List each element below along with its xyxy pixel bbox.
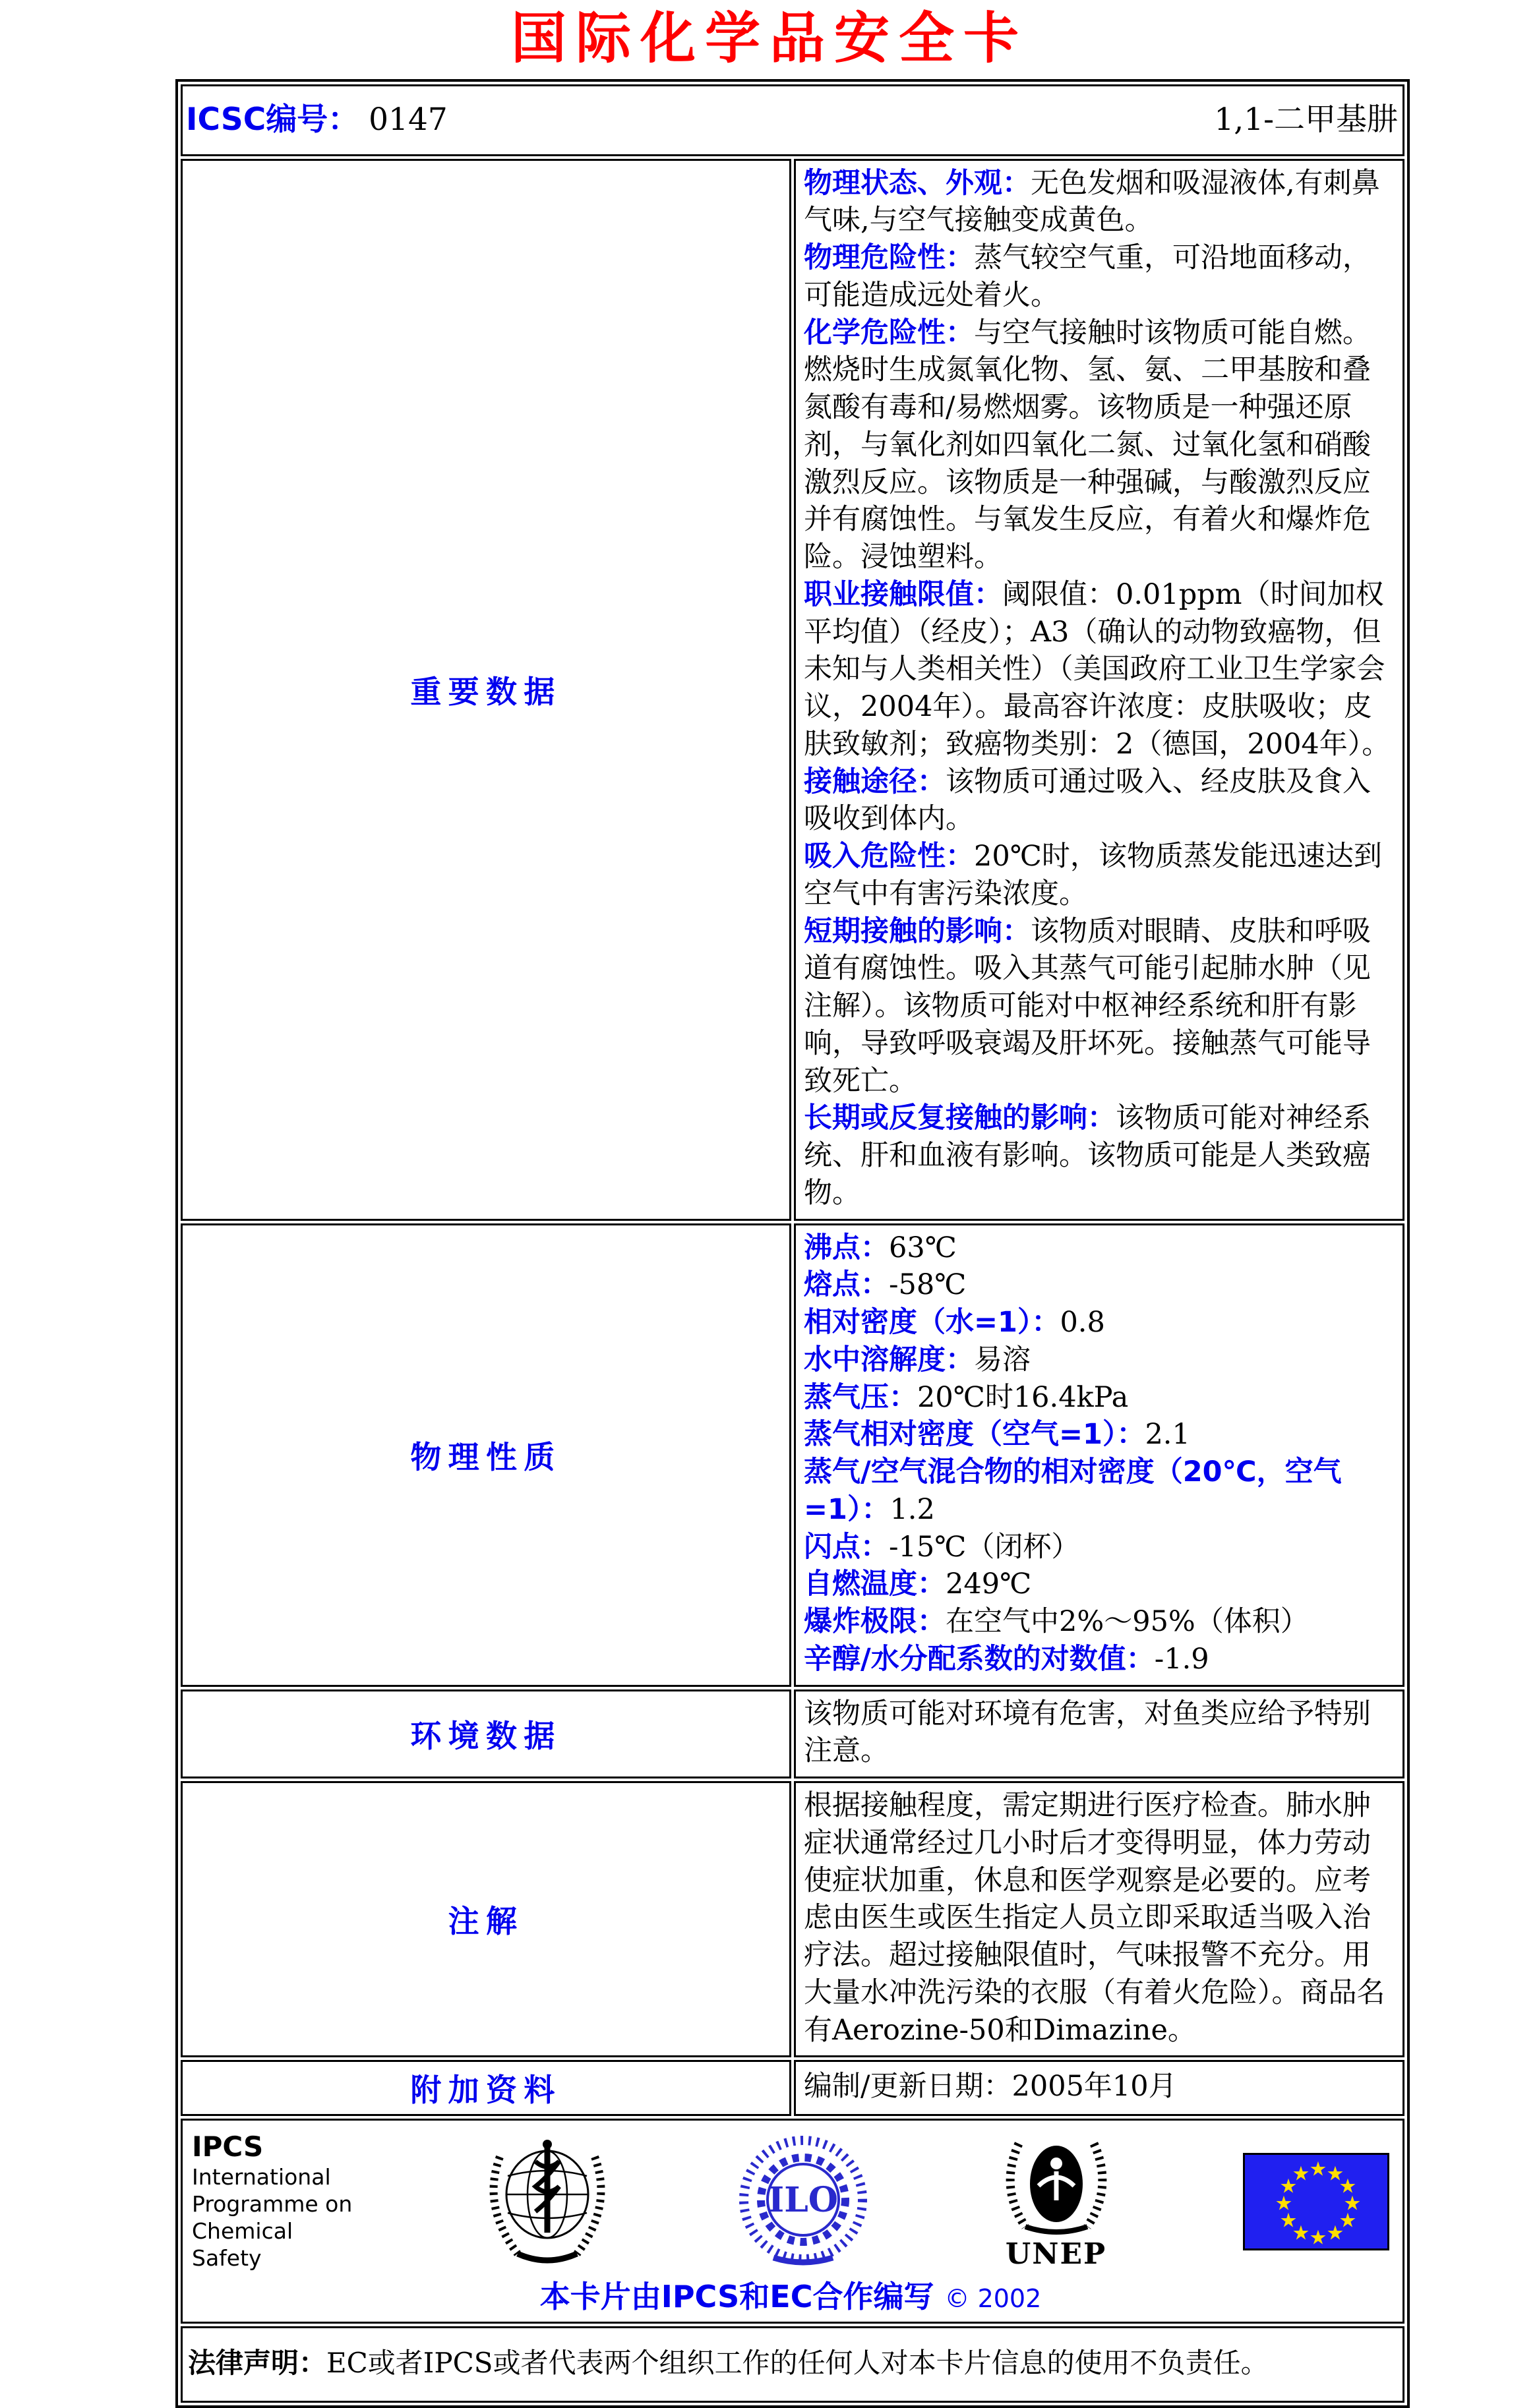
property-value: -15℃（闭杯）	[889, 1530, 1080, 1564]
ipcs-line-1: International	[192, 2163, 331, 2190]
property-label: 辛醇/水分配系数的对数值：	[804, 1642, 1155, 1676]
data-item	[804, 1100, 1396, 1212]
property-item	[804, 1416, 1396, 1454]
section-label-physical-properties: 物理性质	[181, 1223, 791, 1687]
property-label: 自燃温度：	[804, 1568, 946, 1601]
ipcs-acronym: IPCS	[192, 2130, 264, 2163]
property-item	[804, 1566, 1396, 1603]
logos-row	[181, 2119, 1404, 2323]
property-label: 水中溶解度：	[804, 1343, 974, 1376]
important-data-list	[804, 165, 1396, 1212]
property-item	[804, 1603, 1396, 1641]
header-row	[181, 84, 1404, 156]
unep-logo-icon	[994, 2134, 1119, 2269]
field-value: 该物质可能对神经系统、肝和血液有影响。该物质可能是人类致癌物。	[804, 1101, 1371, 1210]
property-value: -58℃	[889, 1268, 967, 1302]
additional-info-content	[794, 2060, 1404, 2116]
icsc-number-label: ICSC编号：	[186, 102, 359, 138]
field-label: 长期或反复接触的影响：	[804, 1101, 1116, 1135]
section-label-notes: 注解	[181, 1781, 791, 2057]
property-label: 相对密度（水=1）：	[804, 1306, 1060, 1339]
field-label: 吸入危险性：	[804, 840, 974, 873]
field-label: 物理状态、外观：	[804, 166, 1031, 200]
physical-properties-list	[804, 1229, 1396, 1678]
property-value: 20℃时16.4kPa	[917, 1380, 1129, 1414]
data-item	[804, 838, 1396, 913]
ipcs-line-2: Programme on	[192, 2190, 353, 2217]
update-date-label: 编制/更新日期：	[804, 2070, 1012, 2103]
legal-notice-text: EC或者IPCS或者代表两个组织工作的任何人对本卡片信息的使用不负责任。	[326, 2346, 1269, 2379]
section-label-important-data: 重要数据	[181, 159, 791, 1221]
property-item	[804, 1641, 1396, 1678]
environmental-data-row	[181, 1689, 1404, 1779]
field-value: 该物质可通过吸入、经皮肤及食入吸收到体内。	[804, 765, 1371, 836]
property-item	[804, 1304, 1396, 1341]
legal-notice-label: 法律声明：	[188, 2346, 327, 2379]
who-logo-icon	[481, 2134, 613, 2269]
caption-text: 本卡片由IPCS和EC合作编写	[539, 2278, 934, 2314]
icsc-card-table	[175, 79, 1410, 2408]
property-label: 蒸气/空气混合物的相对密度（20℃，空气=1）：	[804, 1455, 1342, 1526]
data-item	[804, 913, 1396, 1100]
physical-properties-content	[794, 1223, 1404, 1687]
property-value: 在空气中2%～95%（体积）	[946, 1605, 1309, 1639]
data-item	[804, 576, 1396, 763]
property-value: 2.1	[1145, 1418, 1190, 1452]
ilo-logo-icon	[737, 2134, 869, 2269]
field-value: 无色发烟和吸湿液体,有刺鼻气味,与空气接触变成黄色。	[804, 166, 1380, 237]
environmental-data-text: 该物质可能对环境有危害，对鱼类应给予特别注意。	[804, 1697, 1371, 1768]
data-item	[804, 314, 1396, 576]
property-value: 易溶	[974, 1343, 1031, 1376]
property-item	[804, 1529, 1396, 1566]
property-label: 闪点：	[804, 1530, 889, 1564]
property-label: 熔点：	[804, 1268, 889, 1302]
notes-text: 根据接触程度，需定期进行医疗检查。肺水肿症状通常经过几小时后才变得明显，体力劳动使症状加重，休息和医学观察是必要的。应考虑由医生或医生指定人员立即采取适当吸入治疗法。超过接触限值时，气味报警不充分。用大量水冲洗污染的衣服（有着火危险）。商品名有Aerozine-50和Dimazine。	[804, 1789, 1385, 2047]
important-data-content	[794, 159, 1404, 1221]
field-label: 化学危险性：	[804, 316, 974, 349]
card-header	[183, 87, 1402, 153]
property-label: 蒸气压：	[804, 1380, 917, 1414]
property-item	[804, 1229, 1396, 1267]
property-item	[804, 1266, 1396, 1304]
property-item	[804, 1341, 1396, 1379]
important-data-row	[181, 159, 1404, 1221]
update-date-value: 2005年10月	[1011, 2070, 1177, 2103]
who-emblem-svg	[481, 2134, 613, 2269]
notes-row	[181, 1781, 1404, 2057]
ilo-emblem-svg	[737, 2134, 869, 2269]
property-value: 249℃	[946, 1568, 1032, 1601]
property-value: 0.8	[1060, 1306, 1105, 1339]
icsc-number-group	[186, 102, 448, 138]
field-label: 职业接触限值：	[804, 577, 1002, 611]
property-value: 63℃	[889, 1231, 957, 1264]
additional-info-row	[181, 2060, 1404, 2116]
property-item	[804, 1454, 1396, 1529]
property-label: 蒸气相对密度（空气=1）：	[804, 1418, 1145, 1452]
chemical-name: 1,1-二甲基肼	[1214, 102, 1398, 138]
field-value: 20℃时，该物质蒸发能迅速达到空气中有害污染浓度。	[804, 840, 1382, 910]
property-value: -1.9	[1154, 1642, 1209, 1676]
legal-row	[181, 2326, 1404, 2403]
ipcs-line-3: Chemical Safety	[192, 2218, 293, 2272]
field-label: 物理危险性：	[804, 241, 974, 275]
organization-logos	[192, 2131, 1389, 2272]
section-label-environmental-data: 环境数据	[181, 1689, 791, 1779]
environmental-data-content	[794, 1689, 1404, 1779]
notes-content	[794, 1781, 1404, 2057]
icsc-number-value: 0147	[369, 102, 448, 138]
data-item	[804, 165, 1396, 240]
ipcs-text-block	[192, 2131, 357, 2272]
field-label: 短期接触的影响：	[804, 914, 1031, 948]
field-value: 与空气接触时该物质可能自燃。燃烧时生成氮氧化物、氢、氨、二甲基胺和叠氮酸有毒和/易燃烟雾。该物质是一种强还原剂，与氧化剂如四氧化二氮、过氧化氢和硝酸激烈反应。该物质是一种强碱，与酸激烈反应并有腐蚀性。与氧发生反应，有着火和爆炸危险。浸蚀塑料。	[804, 316, 1371, 574]
field-value: 该物质对眼睛、皮肤和呼吸道有腐蚀性。吸入其蒸气可能引起肺水肿（见注解）。该物质可能对中枢神经系统和肝有影响，导致呼吸衰竭及肝坏死。接触蒸气可能导致死亡。	[804, 914, 1371, 1098]
property-value: 1.2	[890, 1492, 935, 1526]
page-title: 国际化学品安全卡	[510, 6, 1028, 71]
section-label-additional-info: 附加资料	[181, 2060, 791, 2116]
property-label: 爆炸极限：	[804, 1605, 946, 1639]
property-item	[804, 1379, 1396, 1417]
property-label: 沸点：	[804, 1231, 889, 1264]
field-label: 接触途径：	[804, 765, 946, 798]
eu-flag-icon	[1243, 2153, 1389, 2250]
unep-emblem-svg	[994, 2134, 1119, 2239]
copyright-text: © 2002	[944, 2283, 1042, 2313]
unep-wordmark: UNEP	[1005, 2237, 1107, 2271]
field-value: 蒸气较空气重，可沿地面移动，可能造成远处着火。	[804, 241, 1371, 312]
cooperation-caption	[192, 2279, 1389, 2315]
data-item	[804, 239, 1396, 314]
ilo-letters: ILO	[768, 2180, 839, 2221]
data-item	[804, 763, 1396, 838]
field-value: 阈限值：0.01ppm（时间加权平均值）（经皮）；A3（确认的动物致癌物，但未知与人类相关性）（美国政府工业卫生学家会议，2004年）。最高容许浓度：皮肤吸收；皮肤致敏剂；致癌物类别：2（德国，2004年）。	[804, 577, 1391, 761]
physical-properties-row	[181, 1223, 1404, 1687]
